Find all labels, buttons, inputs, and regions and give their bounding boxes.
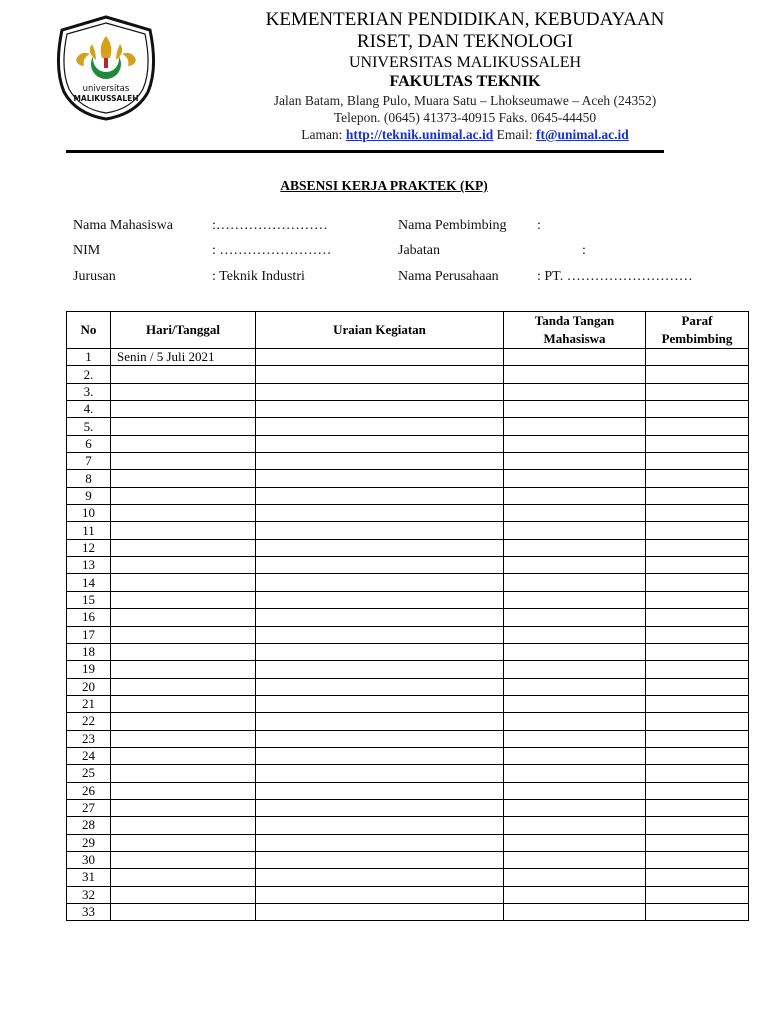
row-activity[interactable] [256,869,504,886]
row-student-signature[interactable] [504,834,646,851]
jabatan-value: : [582,243,586,258]
row-activity[interactable] [256,557,504,574]
row-number: 15 [67,591,111,608]
row-supervisor-initial[interactable] [646,904,749,921]
row-activity[interactable] [256,782,504,799]
row-student-signature[interactable] [504,435,646,452]
row-student-signature[interactable] [504,695,646,712]
row-date[interactable] [111,522,256,539]
row-number: 5. [67,418,111,435]
row-student-signature[interactable] [504,904,646,921]
letterhead-divider [66,150,664,153]
header-student-signature-line1: Tanda Tangan [534,313,615,328]
table-row [67,453,749,470]
row-supervisor-initial[interactable] [646,505,749,522]
row-date[interactable] [111,869,256,886]
row-student-signature[interactable] [504,401,646,418]
row-activity[interactable] [256,470,504,487]
table-row [67,851,749,868]
pembimbing-label: Nama Pembimbing [398,218,507,233]
row-supervisor-initial[interactable] [646,539,749,556]
row-date[interactable] [111,574,256,591]
table-row [67,366,749,383]
row-activity[interactable] [256,695,504,712]
table-row [67,713,749,730]
row-date[interactable] [111,834,256,851]
row-number: 24 [67,747,111,764]
row-activity[interactable] [256,817,504,834]
row-date[interactable] [111,886,256,903]
table-body [67,349,749,921]
row-activity[interactable] [256,435,504,452]
row-date[interactable] [111,557,256,574]
row-supervisor-initial[interactable] [646,557,749,574]
faculty-name: FAKULTAS TEKNIK [389,73,541,90]
table-row [67,765,749,782]
table-row [67,661,749,678]
nama-mahasiswa-label: Nama Mahasiswa [73,218,173,233]
row-activity[interactable] [256,366,504,383]
row-student-signature[interactable] [504,574,646,591]
row-student-signature[interactable] [504,678,646,695]
row-student-signature[interactable] [504,747,646,764]
university-logo [52,14,160,122]
table-row [67,695,749,712]
row-supervisor-initial[interactable] [646,886,749,903]
table-row [67,574,749,591]
header-no: No [67,312,111,349]
logo-caption-line2: MALIKUSSALEH [73,94,139,103]
row-supervisor-initial[interactable] [646,591,749,608]
table-row [67,591,749,608]
row-date[interactable] [111,539,256,556]
table-row [67,782,749,799]
row-supervisor-initial[interactable] [646,834,749,851]
row-activity[interactable] [256,886,504,903]
row-date[interactable] [111,383,256,400]
row-date[interactable] [111,643,256,660]
row-student-signature[interactable] [504,366,646,383]
university-name: UNIVERSITAS MALIKUSSALEH [348,54,582,71]
row-student-signature[interactable] [504,765,646,782]
perusahaan-label: Nama Perusahaan [398,269,499,284]
nim-value: : …………………… [212,243,332,258]
attendance-table [66,311,749,921]
row-student-signature[interactable] [504,453,646,470]
row-activity[interactable] [256,643,504,660]
row-supervisor-initial[interactable] [646,418,749,435]
row-number: 18 [67,643,111,660]
row-date[interactable] [111,591,256,608]
row-number: 32 [67,886,111,903]
row-number: 29 [67,834,111,851]
row-number: 22 [67,713,111,730]
row-number: 7 [67,453,111,470]
row-student-signature[interactable] [504,661,646,678]
contact-line [165,126,765,143]
row-student-signature[interactable] [504,349,646,366]
row-number: 17 [67,626,111,643]
row-supervisor-initial[interactable] [646,799,749,816]
header-supervisor-line1: Paraf [681,313,713,328]
row-student-signature[interactable] [504,643,646,660]
row-number: 1 [67,349,111,366]
table-row [67,539,749,556]
row-supervisor-initial[interactable] [646,661,749,678]
email-label: Email: [496,127,533,142]
row-activity[interactable] [256,904,504,921]
table-row [67,904,749,921]
row-date[interactable] [111,904,256,921]
row-activity[interactable] [256,383,504,400]
row-number: 3. [67,383,111,400]
row-number: 13 [67,557,111,574]
row-student-signature[interactable] [504,886,646,903]
row-activity[interactable] [256,539,504,556]
row-activity[interactable] [256,522,504,539]
row-supervisor-initial[interactable] [646,643,749,660]
table-row [67,505,749,522]
jurusan-label: Jurusan [73,269,116,284]
row-student-signature[interactable] [504,418,646,435]
row-activity[interactable] [256,591,504,608]
row-activity[interactable] [256,349,504,366]
row-number: 9 [67,487,111,504]
row-date[interactable] [111,505,256,522]
row-student-signature[interactable] [504,487,646,504]
row-supervisor-initial[interactable] [646,678,749,695]
row-supervisor-initial[interactable] [646,366,749,383]
nim-label: NIM [73,243,101,258]
table-row [67,678,749,695]
row-supervisor-initial[interactable] [646,765,749,782]
row-date[interactable] [111,799,256,816]
row-activity[interactable] [256,678,504,695]
row-date[interactable] [111,609,256,626]
table-row [67,869,749,886]
pembimbing-value: : [537,218,541,233]
form-title: ABSENSI KERJA PRAKTEK (KP) [280,178,488,193]
website-label: Laman: [301,127,343,142]
row-number: 25 [67,765,111,782]
row-number: 33 [67,904,111,921]
table-row [67,487,749,504]
row-date[interactable] [111,626,256,643]
phone-fax: Telepon. (0645) 41373-40915 Faks. 0645-44450 [333,110,597,125]
row-date[interactable] [111,661,256,678]
row-student-signature[interactable] [504,713,646,730]
row-date[interactable] [111,730,256,747]
row-student-signature[interactable] [504,609,646,626]
row-date[interactable] [111,418,256,435]
table-row [67,799,749,816]
row-supervisor-initial[interactable] [646,730,749,747]
row-number: 31 [67,869,111,886]
table-row [67,747,749,764]
row-supervisor-initial[interactable] [646,383,749,400]
row-supervisor-initial[interactable] [646,782,749,799]
row-activity[interactable] [256,505,504,522]
row-student-signature[interactable] [504,505,646,522]
table-row [67,557,749,574]
row-student-signature[interactable] [504,539,646,556]
row-number: 12 [67,539,111,556]
jurusan-value: : Teknik Industri [212,269,305,284]
row-student-signature[interactable] [504,851,646,868]
row-supervisor-initial[interactable] [646,695,749,712]
row-supervisor-initial[interactable] [646,609,749,626]
row-number: 21 [67,695,111,712]
table-row [67,349,749,366]
header-supervisor-line2: Pembimbing [661,331,733,346]
row-activity[interactable] [256,401,504,418]
header-student-signature [504,312,646,349]
row-supervisor-initial[interactable] [646,869,749,886]
row-date[interactable] [111,678,256,695]
row-supervisor-initial[interactable] [646,747,749,764]
row-date[interactable] [111,401,256,418]
row-date[interactable] [111,782,256,799]
row-activity[interactable] [256,661,504,678]
row-supervisor-initial[interactable] [646,487,749,504]
row-student-signature[interactable] [504,470,646,487]
row-supervisor-initial[interactable] [646,470,749,487]
row-activity[interactable] [256,453,504,470]
row-activity[interactable] [256,730,504,747]
ministry-line-2: RISET, DAN TEKNOLOGI [356,31,574,52]
row-number: 26 [67,782,111,799]
row-student-signature[interactable] [504,730,646,747]
row-date[interactable] [111,435,256,452]
table-row [67,401,749,418]
row-supervisor-initial[interactable] [646,435,749,452]
row-number: 27 [67,799,111,816]
row-number: 20 [67,678,111,695]
row-number: 2. [67,366,111,383]
row-student-signature[interactable] [504,522,646,539]
row-activity[interactable] [256,851,504,868]
table-row [67,886,749,903]
row-date[interactable] [111,851,256,868]
jabatan-label: Jabatan [398,243,440,258]
table-row [67,609,749,626]
row-date[interactable]: Senin / 5 Juli 2021 [111,349,256,366]
row-number: 23 [67,730,111,747]
row-supervisor-initial[interactable] [646,522,749,539]
table-row [67,626,749,643]
row-date[interactable] [111,487,256,504]
ministry-line-1: KEMENTERIAN PENDIDIKAN, KEBUDAYAAN [265,9,665,30]
table-row [67,817,749,834]
row-number: 10 [67,505,111,522]
header-student-signature-line2: Mahasiswa [543,331,606,346]
table-row [67,383,749,400]
row-student-signature[interactable] [504,383,646,400]
row-supervisor-initial[interactable] [646,626,749,643]
row-activity[interactable] [256,574,504,591]
table-row [67,730,749,747]
row-student-signature[interactable] [504,869,646,886]
row-number: 8 [67,470,111,487]
row-activity[interactable] [256,834,504,851]
table-row [67,470,749,487]
row-supervisor-initial[interactable] [646,817,749,834]
row-activity[interactable] [256,765,504,782]
table-row [67,418,749,435]
row-student-signature[interactable] [504,817,646,834]
row-activity[interactable] [256,418,504,435]
email-link[interactable]: ft@unimal.ac.id [535,127,629,142]
row-student-signature[interactable] [504,799,646,816]
address: Jalan Batam, Blang Pulo, Muara Satu – Lhokseumawe – Aceh (24352) [273,93,657,108]
row-number: 14 [67,574,111,591]
row-supervisor-initial[interactable] [646,574,749,591]
row-student-signature[interactable] [504,557,646,574]
row-supervisor-initial[interactable] [646,349,749,366]
row-activity[interactable] [256,609,504,626]
row-activity[interactable] [256,626,504,643]
logo-caption [52,84,160,104]
row-activity[interactable] [256,713,504,730]
header-date: Hari/Tanggal [111,312,256,349]
table-row [67,834,749,851]
row-date[interactable] [111,470,256,487]
row-activity[interactable] [256,747,504,764]
row-number: 19 [67,661,111,678]
row-number: 30 [67,851,111,868]
row-supervisor-initial[interactable] [646,851,749,868]
row-number: 6 [67,435,111,452]
table-header-row [67,312,749,349]
row-supervisor-initial[interactable] [646,453,749,470]
row-student-signature[interactable] [504,626,646,643]
header-activity: Uraian Kegiatan [256,312,504,349]
row-number: 28 [67,817,111,834]
row-student-signature[interactable] [504,591,646,608]
row-date[interactable] [111,366,256,383]
logo-caption-line1: universitas [82,84,130,94]
row-activity[interactable] [256,487,504,504]
row-date[interactable] [111,713,256,730]
row-date[interactable] [111,453,256,470]
row-number: 11 [67,522,111,539]
row-supervisor-initial[interactable] [646,401,749,418]
header-supervisor-initial [646,312,749,349]
table-row [67,643,749,660]
table-row [67,522,749,539]
perusahaan-value: : PT. ……………………… [537,269,693,284]
table-row [67,435,749,452]
nama-mahasiswa-value: :…………………… [212,218,328,233]
row-date[interactable] [111,765,256,782]
row-date[interactable] [111,695,256,712]
row-supervisor-initial[interactable] [646,713,749,730]
website-link[interactable]: http://teknik.unimal.ac.id [345,127,494,142]
row-date[interactable] [111,817,256,834]
row-number: 16 [67,609,111,626]
row-date[interactable] [111,747,256,764]
row-student-signature[interactable] [504,782,646,799]
row-number: 4. [67,401,111,418]
row-activity[interactable] [256,799,504,816]
